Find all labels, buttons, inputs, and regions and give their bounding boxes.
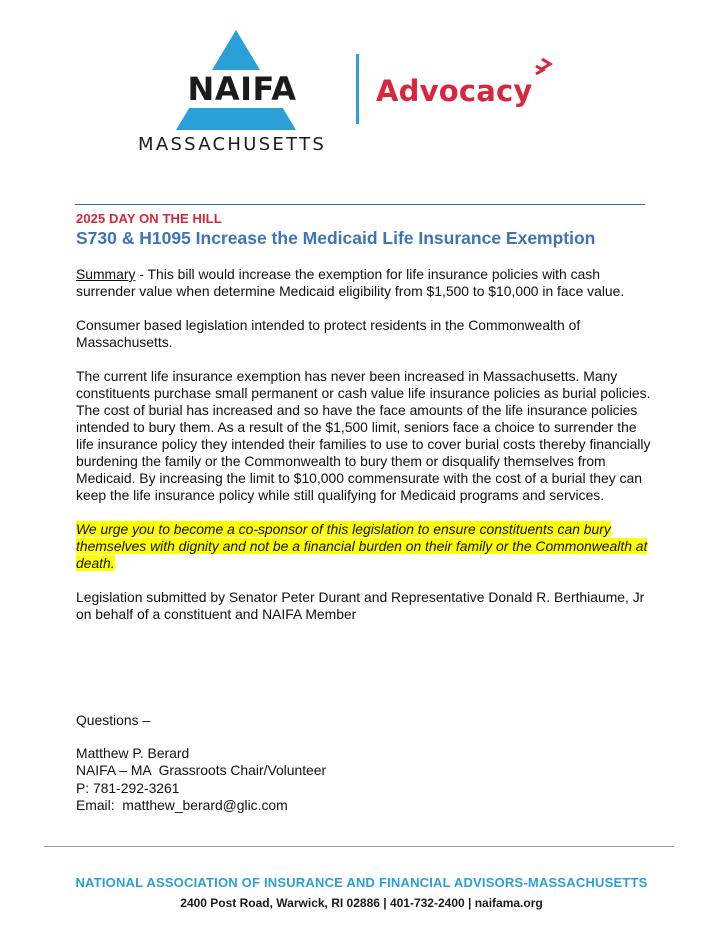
chevron-arrows-icon	[534, 56, 564, 80]
page-title: S730 & H1095 Increase the Medicaid Life Insurance Exemption	[76, 228, 596, 248]
logo-naifa-text: NAIFA	[180, 70, 304, 108]
body-text	[76, 266, 656, 640]
contact-email[interactable]: Email: matthew_berard@glic.com	[76, 796, 288, 813]
naifa-advocacy-logo	[136, 24, 566, 164]
footer-address: 2400 Post Road, Warwick, RI 02886 | 401-732-2400 | naifama.org	[180, 896, 543, 910]
summary-text: - This bill would increase the exemption for life insurance policies with cash surrender value when determine Medicaid eligibility from $1,500 to $10,000 in face value.	[76, 266, 625, 299]
contact-phone: P: 781-292-3261	[76, 779, 180, 796]
contact-block	[76, 745, 326, 814]
logo-state-text: MASSACHUSETTS	[138, 134, 327, 155]
contact-role: NAIFA – MA Grassroots Chair/Volunteer	[76, 762, 327, 779]
logo-divider	[356, 54, 359, 124]
sponsors-paragraph: Legislation submitted by Senator Peter Durant and Representative Donald R. Berthiaume, Jr on behalf of a constituent and NAIFA Member	[76, 589, 645, 622]
questions-label: Questions –	[76, 712, 151, 728]
logo-advocacy-text: Advocacy	[376, 74, 533, 108]
summary-label: Summary	[76, 266, 136, 282]
header-divider	[75, 204, 645, 205]
event-label: 2025 DAY ON THE HILL	[76, 211, 222, 226]
contact-name: Matthew P. Berard	[76, 745, 190, 761]
call-to-action-paragraph	[76, 521, 656, 572]
background-paragraph: The current life insurance exemption has never been increased in Massachusetts. Many constituents purchase small permanent or cash value life insurance policies as burial policies. The cost of burial has increased and so have the face amounts of the life insurance policies intended to bury them. As a result of the $1,500 limit, seniors face a choice to surrender the life insurance policy they intended their families to use to cover burial costs thereby financially burdening the family or the Commonwealth to bury them or disqualify themselves from Medicaid. By increasing the limit to $10,000 commensurate with the cost of a burial they can keep the life insurance policy while still qualifying for Medicaid programs and services.	[76, 368, 651, 503]
intent-paragraph: Consumer based legislation intended to protect residents in the Commonwealth of Massachusetts.	[76, 317, 581, 350]
footer-organization: NATIONAL ASSOCIATION OF INSURANCE AND FINANCIAL ADVISORS-MASSACHUSETTS	[75, 875, 648, 890]
highlighted-ask: We urge you to become a co-sponsor of this legislation to ensure constituents can bury themselves with dignity and not be a financial burden on their family or the Commonwealth at death.	[76, 521, 648, 571]
summary-paragraph	[76, 266, 656, 300]
footer-divider	[44, 846, 674, 847]
